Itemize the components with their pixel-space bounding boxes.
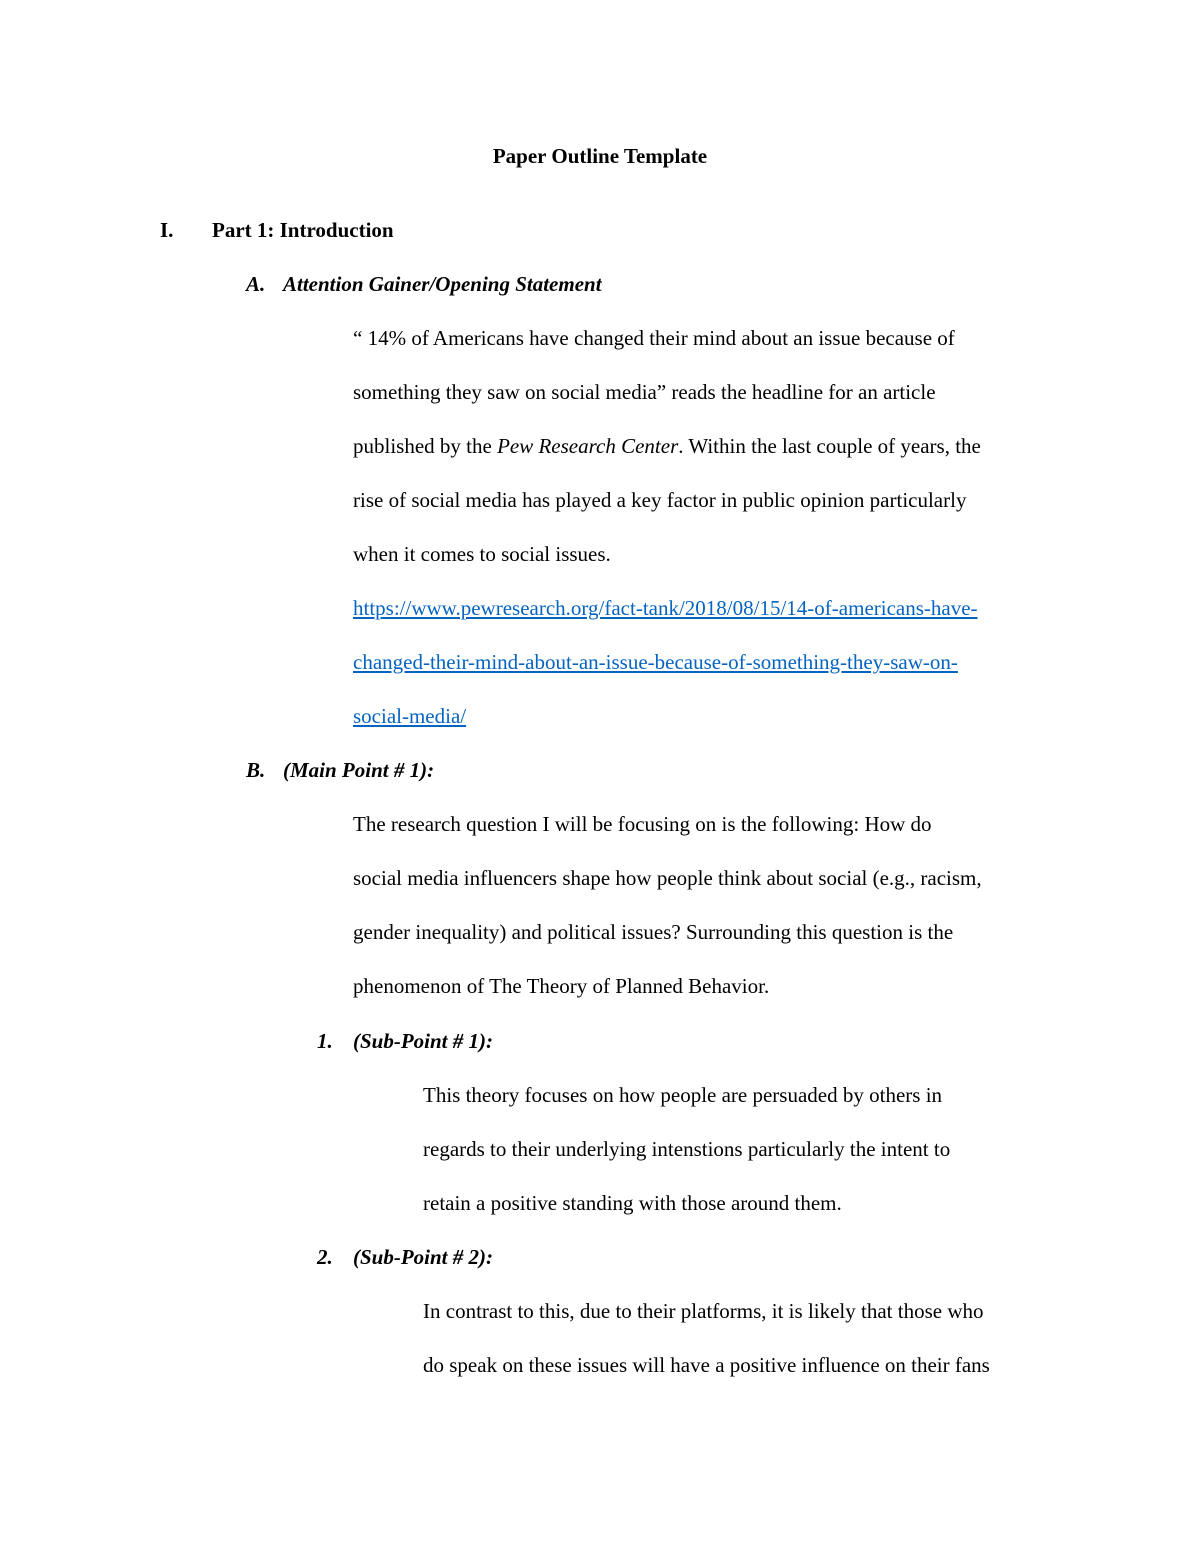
paragraph-line: something they saw on social media” reads the headline for an article [353,380,936,404]
page-title: Paper Outline Template [492,144,708,168]
point-heading: (Main Point # 1): [283,758,435,782]
source-link[interactable]: social-media/ [353,704,467,728]
source-link-line [353,594,978,622]
sub-point-heading: (Sub-Point # 1): [353,1029,494,1053]
point-marker: B. [246,758,266,782]
sub-point-marker: 2. [317,1245,333,1269]
paragraph-line: gender inequality) and political issues? Surrounding this question is the [353,920,954,944]
section-marker: I. [160,218,174,242]
paragraph-line: This theory focuses on how people are persuaded by others in [423,1083,943,1107]
publication-name: Pew Research Center [497,434,679,458]
paragraph-line: “ 14% of Americans have changed their mind about an issue because of [353,326,955,350]
paragraph-line: retain a positive standing with those around them. [423,1191,842,1215]
text-run: published by the [353,434,498,458]
paragraph-line: when it comes to social issues. [353,542,611,566]
paragraph-line: social media influencers shape how people think about social (e.g., racism, [353,866,982,890]
paragraph-line: rise of social media has played a key factor in public opinion particularly [353,488,967,512]
paragraph-line: The research question I will be focusing on is the following: How do [353,812,932,836]
point-marker: A. [246,272,266,296]
paragraph-line: do speak on these issues will have a positive influence on their fans [423,1353,990,1377]
sub-point-heading: (Sub-Point # 2): [353,1245,494,1269]
sub-point-marker: 1. [317,1029,333,1053]
paragraph-line [353,432,981,460]
source-link[interactable]: https://www.pewresearch.org/fact-tank/2018/08/15/14-of-americans-have- [353,596,978,620]
source-link-line [353,648,958,676]
point-heading: Attention Gainer/Opening Statement [283,272,602,296]
text-run: . Within the last couple of years, the [678,434,981,458]
paragraph-line: regards to their underlying intenstions particularly the intent to [423,1137,951,1161]
source-link-line [353,702,466,730]
paragraph-line: phenomenon of The Theory of Planned Behavior. [353,974,770,998]
source-link[interactable]: changed-their-mind-about-an-issue-because-of-something-they-saw-on- [353,650,958,674]
section-heading: Part 1: Introduction [212,218,394,242]
paragraph-line: In contrast to this, due to their platforms, it is likely that those who [423,1299,984,1323]
